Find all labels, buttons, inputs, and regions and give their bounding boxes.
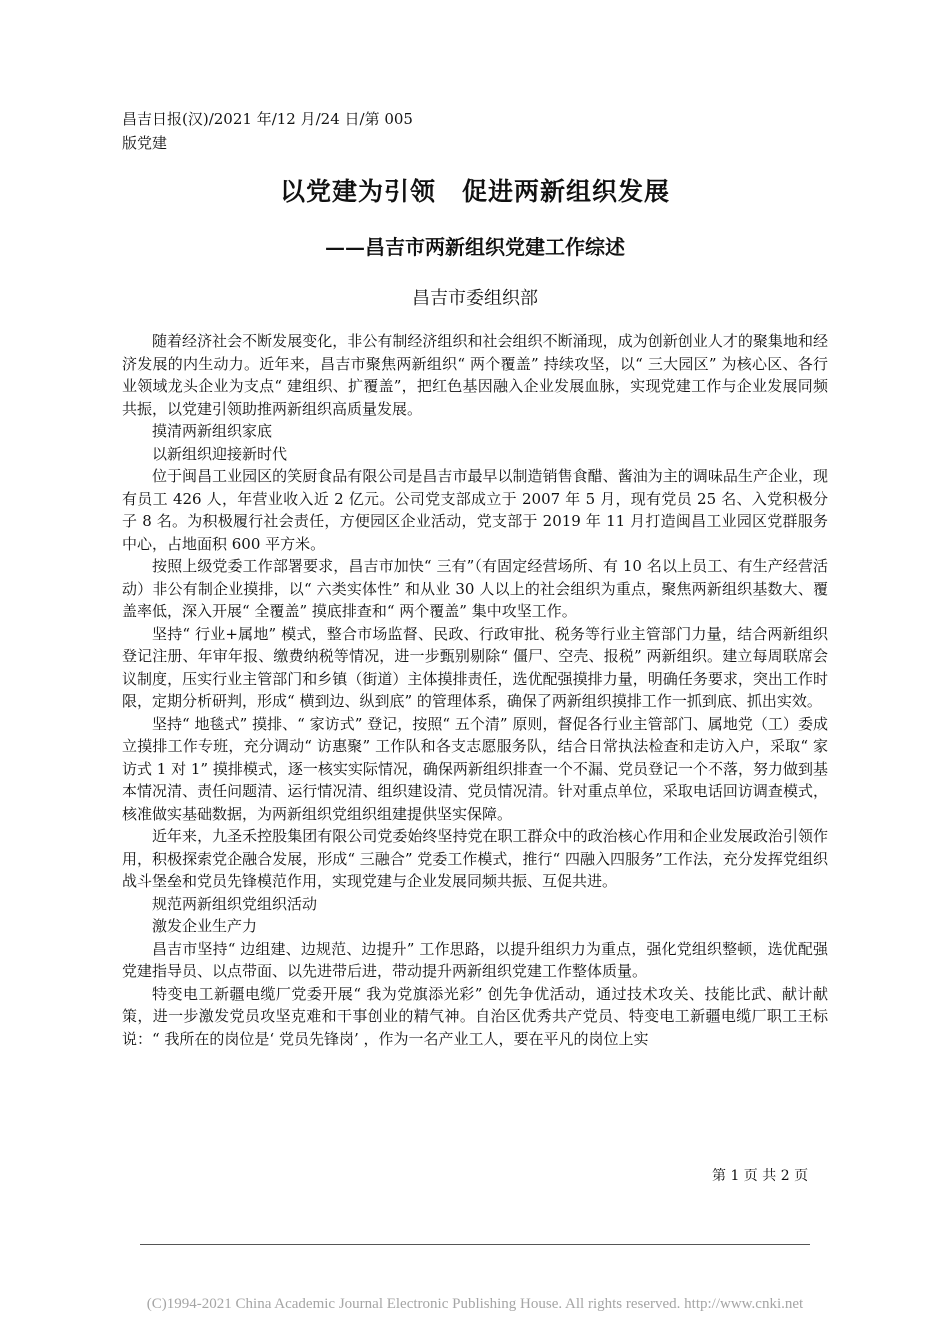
paragraph: 以新组织迎接新时代 (152, 444, 288, 463)
article-title: 以党建为引领 促进两新组织发展 (279, 177, 670, 206)
paragraph: 特变电工新疆电缆厂党委开展“ 我为党旗添光彩” 创先争优活动，通过技术攻关、技能比武、献计献策，进一步激发党员攻坚克难和干事创业的精气神。自治区优秀共产党员、特变电工新疆电缆厂职工王标说：“ 我所在的岗位是‘ 党员先锋岗’ ，作为一名产业工人，要在平凡的岗位上实 (122, 984, 828, 1048)
paragraph: 规范两新组织党组织活动 (152, 894, 318, 913)
article-author: 昌吉市委组织部 (412, 288, 538, 309)
paragraph: 坚持“ 行业+属地” 模式，整合市场监督、民政、行政审批、税务等行业主管部门力量，结合两新组织登记注册、年审年报、缴费纳税等情况，进一步甄别剔除“ 僵尸、空壳、报税” 两新组织。建立每周联席会议制度，压实行业主管部门和乡镇（街道）主体摸排责任，选优配强摸排力量，明确任务要求，突出工作时限，定期分析研判，形成“ 横到边、纵到底” 的管理体系，确保了两新组织摸排工作一抓到底、抓出实效。 (122, 624, 828, 710)
page-indicator: 第 1 页 共 2 页 (712, 1168, 809, 1184)
paragraph: 近年来，九圣禾控股集团有限公司党委始终坚持党在职工群众中的政治核心作用和企业发展政治引领作用，积极探索党企融合发展，形成“ 三融合” 党委工作模式，推行“ 四融入四服务”工作法，充分发挥党组织战斗堡垒和党员先锋模范作用，实现党建与企业发展同频共振、互促共进。 (122, 827, 828, 890)
article-body (122, 330, 828, 1050)
paragraph: 激发企业生产力 (152, 917, 258, 935)
paragraph: 位于闽昌工业园区的笑厨食品有限公司是昌吉市最早以制造销售食醋、酱油为主的调味品生产企业，现有员工 426 人，年营业收入近 2 亿元。公司党支部成立于 2007 年 5 月，现有党员 25 名、入党积极分子 8 名。为积极履行社会责任，方便园区企业活动，党支部于 2019 年 11 月打造闽昌工业园区党群服务中心，占地面积 600 平方米。 (122, 467, 828, 553)
paragraph: 按照上级党委工作部署要求，昌吉市加快“ 三有”（有固定经营场所、有 10 名以上员工、有生产经营活动）非公有制企业摸排，以“ 六类实体性” 和从业 30 人以上的社会组织为重点，聚焦两新组织基数大、覆盖率低，深入开展“ 全覆盖” 摸底排查和“ 两个覆盖” 集中攻坚工作。 (122, 557, 828, 620)
article-subtitle: ——昌吉市两新组织党建工作综述 (325, 235, 625, 259)
paragraph: 摸清两新组织家底 (152, 422, 273, 440)
source-line: 昌吉日报(汉)/2021 年/12 月/24 日/第 005 版党建 (122, 110, 413, 152)
paragraph: 昌吉市坚持“ 边组建、边规范、边提升” 工作思路，以提升组织力为重点，强化党组织整顿，选优配强党建指导员、以点带面、以先进带后进，带动提升两新组织党建工作整体质量。 (122, 939, 828, 980)
paragraph: 随着经济社会不断发展变化，非公有制经济组织和社会组织不断涌现，成为创新创业人才的聚集地和经济发展的内生动力。近年来，昌吉市聚焦两新组织“ 两个覆盖” 持续攻坚，以“ 三大园区” 为核心区、各行业领域龙头企业为支点“ 建组织、扩覆盖”，把红色基因融入企业发展血脉，实现党建工作与企业发展同频共振，以党建引领助推两新组织高质量发展。 (122, 332, 828, 418)
footer-divider (140, 1244, 810, 1245)
paragraph: 坚持“ 地毯式” 摸排、“ 家访式” 登记，按照“ 五个清” 原则，督促各行业主管部门、属地党（工）委成立摸排工作专班，充分调动“ 访惠聚” 工作队和各支志愿服务队，结合日常执法检查和走访入户，采取“ 家访式 1 对 1” 摸排模式，逐一核实实际情况，确保两新组织排查一个不漏、党员登记一个不落，努力做到基本情况清、责任问题清、运行情况清、组织建设清、党员情况清。针对重点单位，采取电话回访调查模式，核准做实基础数据，为两新组织党组织组建提供坚实保障。 (122, 714, 828, 823)
copyright-notice: (C)1994-2021 China Academic Journal Electronic Publishing House. All rights reserved. http://www.cnki.net (146, 1296, 804, 1312)
